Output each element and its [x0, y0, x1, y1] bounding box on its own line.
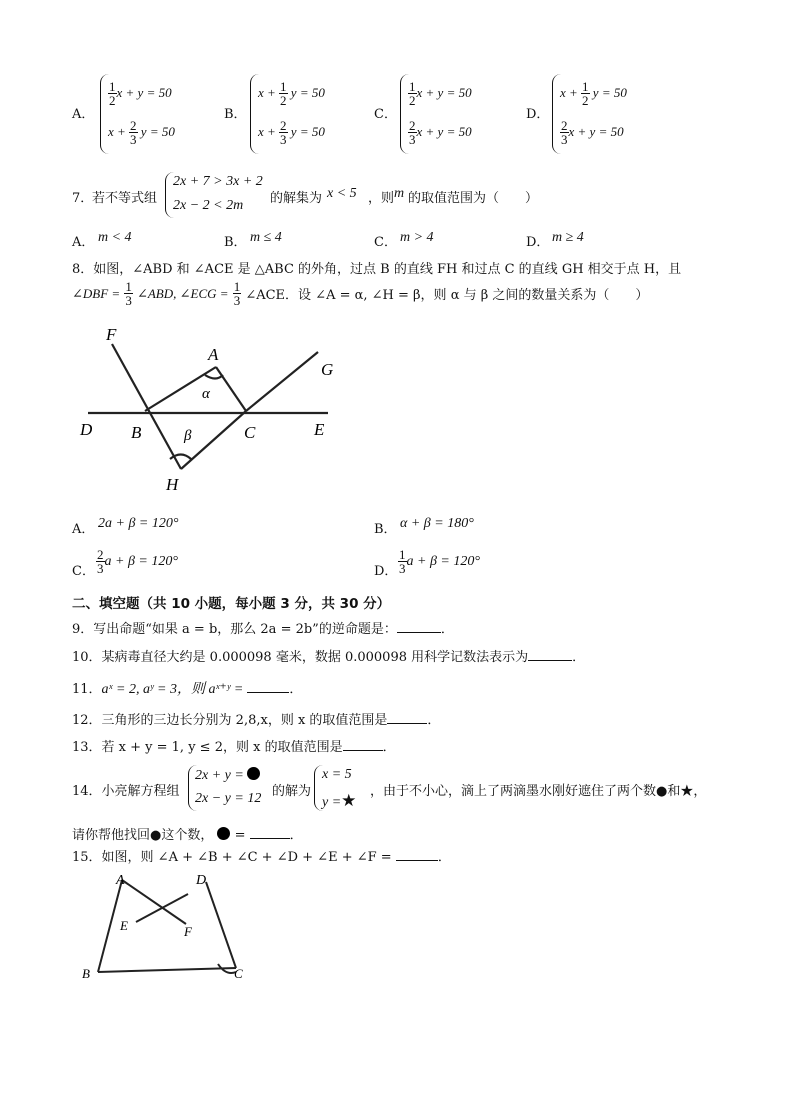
- q8-option-d-label: D．: [374, 564, 398, 579]
- q11-text: aˣ = 2, aʸ = 3，则 aˣ⁺ʸ =: [101, 682, 244, 697]
- q8-option-c: $\frac{2}{3}$ a + β = 120°: [97, 547, 178, 576]
- q7-option-a-label: A．: [72, 235, 95, 250]
- q6-option-d-label: D．: [526, 107, 550, 122]
- equation: y = 50: [592, 85, 627, 100]
- label-f: F: [184, 924, 192, 939]
- q14-prefix: 14．小亮解方程组: [72, 784, 180, 799]
- q6-option-b-label: B．: [224, 107, 247, 122]
- q14-solution-2: [322, 791, 356, 811]
- q7-condition: x < 5: [327, 186, 357, 201]
- q7-inequality-2: 2x − 2 < 2m: [173, 198, 244, 213]
- answer-blank[interactable]: [343, 750, 383, 751]
- q7-number: 7．: [72, 191, 94, 206]
- q6-option-a-system: $\frac{1}{2}$ x + y = 50 x + $\frac{2}{3}$ y = 50: [108, 78, 175, 147]
- label-c: C: [234, 966, 243, 981]
- q7-option-b: m ≤ 4: [250, 230, 282, 245]
- label-e: E: [120, 918, 128, 933]
- q7-suffix-2: ，则: [368, 191, 395, 206]
- q7-option-b-label: B．: [224, 235, 247, 250]
- period: ．: [382, 740, 396, 755]
- q6-option-a-label: A．: [72, 107, 95, 122]
- q8-text: ∠ABD, ∠ECG =: [136, 285, 229, 301]
- label-h: H: [166, 475, 179, 494]
- q7-inequality-1: 2x + 7 > 3x + 2: [173, 174, 263, 189]
- answer-blank[interactable]: [397, 632, 441, 633]
- label-a: A: [116, 873, 125, 888]
- q12-text: 12．三角形的三边长分别为 2,8,x，则 x 的取值范围是: [72, 713, 388, 728]
- equation: x + y = 50: [116, 85, 172, 100]
- q10-text: 10．某病毒直径大约是 0.000098 毫米，数据 0.000098 用科学记数法表示为: [72, 650, 529, 665]
- q13-text: 13．若 x + y = 1, y ≤ 2，则 x 的取值范围是: [72, 740, 343, 755]
- q6-option-c-label: C．: [374, 107, 397, 122]
- q8-option-d-text: a + β = 120°: [406, 553, 480, 569]
- label-d: D: [196, 873, 207, 888]
- period: ．: [427, 713, 441, 728]
- label-f: F: [106, 325, 117, 344]
- ink-dot-icon: [247, 767, 260, 780]
- q14-equation-1: [195, 767, 260, 784]
- label-b: B: [131, 423, 142, 442]
- q14-eq1-text: 2x + y =: [195, 768, 244, 783]
- q9-text: 9．写出命题“如果 a = b，那么 2a = 2b”的逆命题是：: [72, 622, 397, 637]
- period: ．: [289, 828, 303, 843]
- equals-sign: =: [234, 828, 246, 843]
- equation: x + y = 50: [416, 124, 472, 139]
- label-e: E: [314, 420, 325, 439]
- question-11: [72, 678, 302, 698]
- q7-option-c: m > 4: [400, 230, 434, 245]
- label-d: D: [80, 420, 93, 439]
- q7-option-d: m ≥ 4: [552, 230, 584, 245]
- q14-mid: 的解为: [272, 784, 312, 799]
- equation: x + y = 50: [568, 124, 624, 139]
- q7-option-a: m < 4: [98, 230, 132, 245]
- question-10: [72, 646, 585, 665]
- q14-line2-text: 请你帮他找回●这个数，: [72, 828, 214, 843]
- answer-blank[interactable]: [387, 723, 427, 724]
- q7-suffix-3: 的取值范围为（ ）: [408, 191, 539, 206]
- q8-option-a: 2a + β = 120°: [98, 516, 179, 531]
- section-2-heading: 二、填空题（共 10 小题，每小题 3 分，共 30 分）: [72, 596, 391, 612]
- answer-blank[interactable]: [396, 860, 438, 861]
- question-15: [72, 846, 451, 865]
- ink-dot-icon: [217, 827, 230, 840]
- q8-option-a-label: A．: [72, 522, 95, 537]
- q6-option-c-system: $\frac{1}{2}$ x + y = 50 $\frac{2}{3}$ x + y = 50: [409, 78, 472, 147]
- q14-line-2: [72, 824, 303, 843]
- q15-text: 15．如图，则 ∠A + ∠B + ∠C + ∠D + ∠E + ∠F =: [72, 850, 392, 865]
- q6-option-d-system: x + $\frac{1}{2}$ y = 50 $\frac{2}{3}$ x + y = 50: [560, 78, 627, 147]
- equation: y = 50: [140, 124, 175, 139]
- q8-line-1: 8．如图，∠ABD 和 ∠ACE 是 △ABC 的外角，过点 B 的直线 FH 和过点 C 的直线 GH 相交于点 H，且: [72, 262, 682, 277]
- q8-text: ∠DBF =: [72, 285, 121, 301]
- q7-option-c-label: C．: [374, 235, 397, 250]
- question-12: [72, 709, 440, 728]
- period: ．: [440, 622, 454, 637]
- q7-suffix-1: 的解集为: [270, 191, 323, 206]
- q8-figure: [78, 322, 348, 494]
- q8-option-d: $\frac{1}{3}$ a + β = 120°: [399, 547, 480, 576]
- q11-number: 11．: [72, 682, 102, 697]
- q14-sol2-text: y =: [322, 795, 342, 810]
- label-b: B: [82, 966, 90, 981]
- label-g: G: [321, 360, 334, 379]
- equation: x + y = 50: [416, 85, 472, 100]
- label-a: A: [208, 345, 219, 364]
- answer-blank[interactable]: [528, 660, 572, 661]
- q8-option-c-label: C．: [72, 564, 95, 579]
- period: ．: [437, 850, 451, 865]
- q14-equation-2: 2x − y = 12: [195, 791, 262, 806]
- label-beta: β: [184, 428, 192, 444]
- q8-option-b: α + β = 180°: [400, 516, 474, 531]
- q8-line-2: ∠DBF = $\frac{1}{3}$ ∠ABD, ∠ECG = $\frac{1}{3}$ ∠ACE．设 ∠A = α, ∠H = β，则 α 与 β 之间的数量关系为（ ）: [72, 279, 649, 308]
- period: ．: [289, 682, 303, 697]
- q8-option-c-text: a + β = 120°: [104, 553, 178, 569]
- equation: y = 50: [290, 85, 325, 100]
- period: ．: [572, 650, 586, 665]
- q6-option-b-system: x + $\frac{1}{2}$ y = 50 x + $\frac{2}{3}$ y = 50: [258, 78, 325, 147]
- q7-option-d-label: D．: [526, 235, 550, 250]
- q7-prefix: 若不等式组: [92, 191, 158, 206]
- answer-blank[interactable]: [247, 692, 289, 693]
- question-9: [72, 618, 454, 637]
- question-13: [72, 736, 396, 755]
- star-icon: ★: [341, 791, 357, 810]
- q14-suffix: ，由于不小心，滴上了两滴墨水刚好遮住了两个数●和★，: [370, 784, 707, 799]
- label-c: C: [244, 423, 256, 442]
- q8-option-b-label: B．: [374, 522, 397, 537]
- q8-text: ∠ACE．设 ∠A = α, ∠H = β，则 α 与 β 之间的数量关系为（ ）: [245, 288, 649, 303]
- q14-solution-1: x = 5: [322, 767, 352, 782]
- label-alpha: α: [202, 386, 210, 402]
- q15-figure: [78, 868, 258, 986]
- q7-variable: m: [394, 186, 405, 201]
- equation: y = 50: [290, 124, 325, 139]
- answer-blank[interactable]: [250, 838, 290, 839]
